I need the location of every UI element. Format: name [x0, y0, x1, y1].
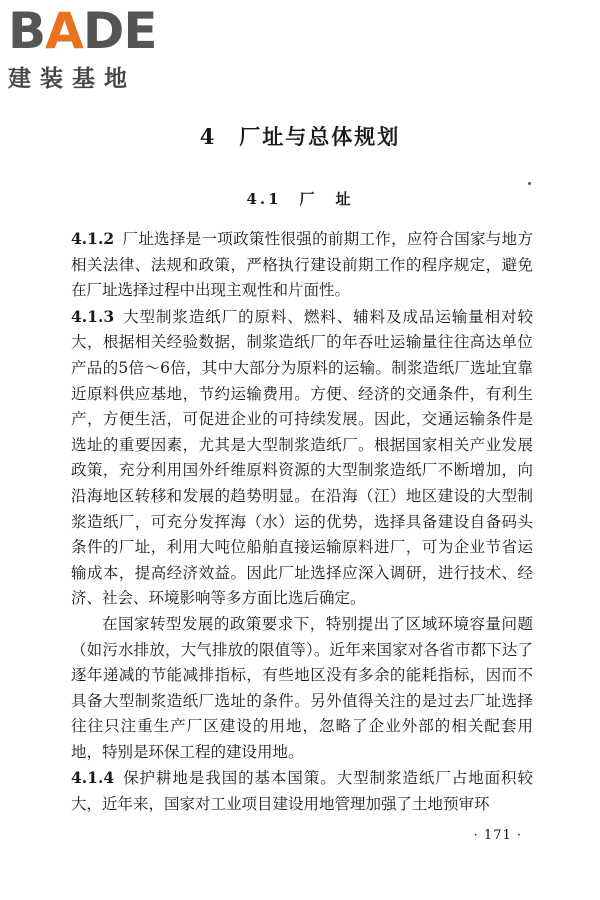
clause-4-1-2	[71, 226, 533, 304]
clause-number: 4.1.4	[71, 768, 115, 788]
logo-letter-a: A	[45, 2, 83, 60]
section-title: 4.1 厂 址	[246, 190, 354, 208]
clause-text: 保护耕地是我国的基本国策。大型制浆造纸厂占地面积较大，近年来，国家对工业项目建设用地管理加强了土地预审环	[71, 769, 533, 814]
logo-wordmark	[8, 2, 178, 60]
page-number: · 171 ·	[473, 828, 522, 843]
clause-number: 4.1.3	[71, 306, 115, 326]
body-text	[71, 226, 533, 818]
clause-4-1-3-continuation	[71, 612, 533, 766]
clause-text: 在国家转型发展的政策要求下，特别提出了区域环境容量问题（如污水排放，大气排放的限值等）。近年来国家对各省市都下达了逐年递减的节能减排指标，有些地区没有多余的能耗指标，因而不具备大型制浆造纸厂选址的条件。另外值得关注的是过去厂址选择往往只注重生产厂区建设的用地，忽略了企业外部的相关配套用地，特别是环保工程的建设用地。	[71, 614, 533, 761]
logo-letter-b: B	[8, 2, 46, 60]
clause-text: 大型制浆造纸厂的原料、燃料、辅料及成品运输量相对较大，根据相关经验数据，制浆造纸厂的年吞吐运输量往往高达单位产品的5倍～6倍，其中大部分为原料的运输。制浆造纸厂选址宜靠近原料供应基地，节约运输费用。方便、经济的交通条件，有利生产，方便生活，可促进企业的可持续发展。因此，交通运输条件是选址的重要因素，尤其是大型制浆造纸厂。根据国家相关产业发展政策，充分利用国外纤维原料资源的大型制浆造纸厂不断增加，向沿海地区转移和发展的趋势明显。在沿海（江）地区建设的大型制浆造纸厂，可充分发挥海（水）运的优势，选择具备建设自备码头条件的厂址，利用大吨位船舶直接运输原料进厂，可为企业节省运输成本，提高经济效益。因此厂址选择应深入调研，进行技术、经济、社会、环境影响等多方面比选后确定。	[71, 307, 533, 608]
bade-logo	[8, 2, 178, 96]
scan-speck	[528, 182, 531, 185]
clause-4-1-4	[71, 765, 533, 817]
chapter-title: 4 厂址与总体规划	[199, 124, 401, 149]
logo-letters-de: DE	[82, 2, 157, 60]
logo-subtitle: 建装基地	[8, 66, 136, 92]
clause-text: 厂址选择是一项政策性很强的前期工作，应符合国家与地方相关法律、法规和政策，严格执行建设前期工作的程序规定，避免在厂址选择过程中出现主观性和片面性。	[71, 230, 533, 300]
clause-4-1-3	[71, 304, 533, 612]
clause-number: 4.1.2	[71, 229, 115, 248]
